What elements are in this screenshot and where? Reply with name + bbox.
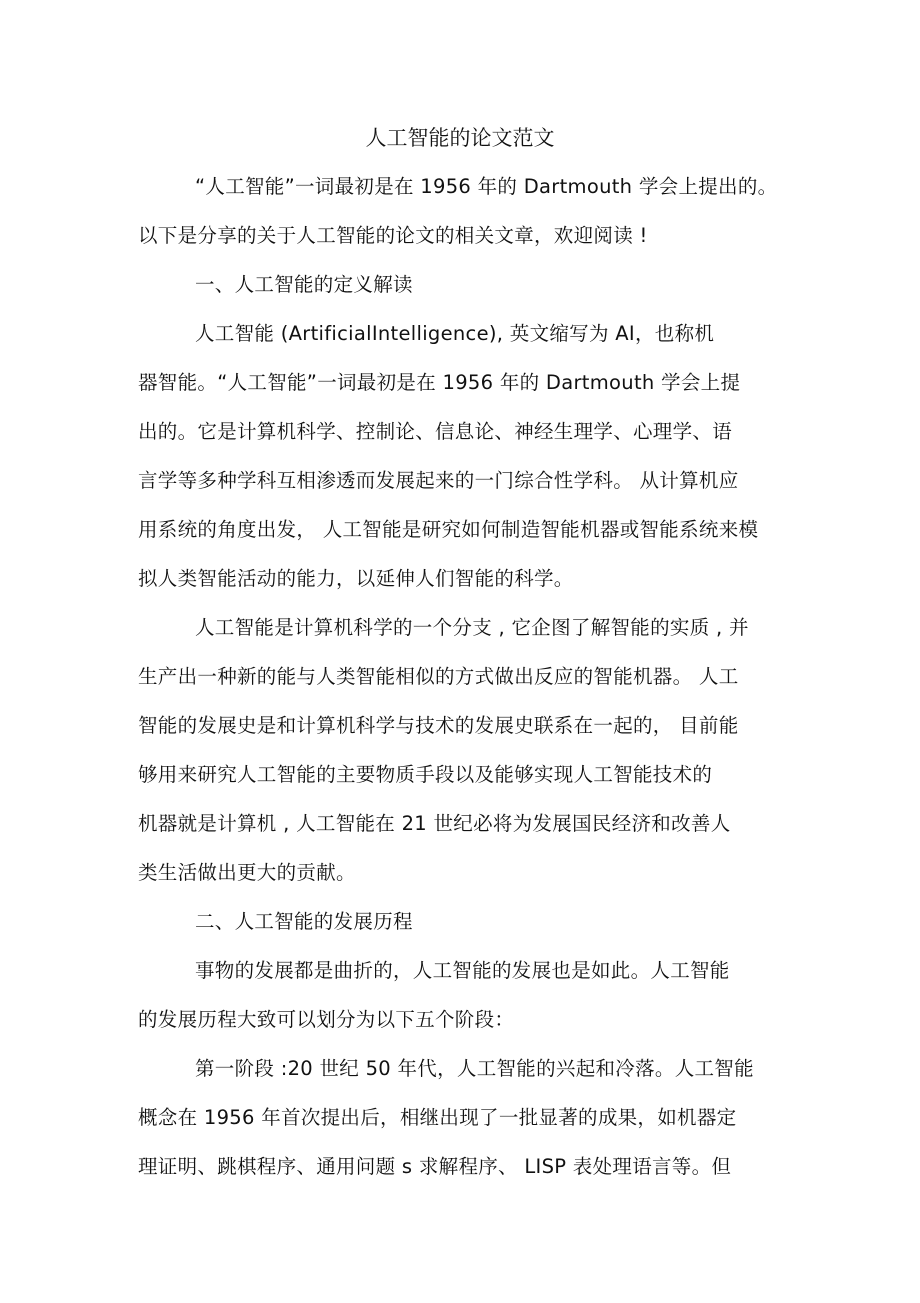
paragraph-line: 拟人类智能活动的能力，以延伸人们智能的科学。 [138,567,574,590]
paragraph-line: 人工智能 (ArtificialIntelligence), 英文缩写为 AI，也称机 [195,322,715,345]
paragraph-line: 事物的发展都是曲折的，人工智能的发展也是如此。人工智能 [195,959,730,982]
paragraph-line: 够用来研究人工智能的主要物质手段以及能够实现人工智能技术的 [138,763,713,786]
document-title: 人工智能的论文范文 [365,126,555,150]
paragraph-line: 智能的发展史是和计算机科学与技术的发展史联系在一起的， 目前能 [138,714,739,737]
section-heading: 一、人工智能的定义解读 [195,273,413,296]
section-heading: 二、人工智能的发展历程 [195,910,413,933]
paragraph-line: 生产出一种新的能与人类智能相似的方式做出反应的智能机器。 人工 [138,665,739,688]
paragraph-line: 理证明、跳棋程序、通用问题 s 求解程序、 LISP 表处理语言等。但 [138,1155,732,1178]
paragraph-line: 器智能。“人工智能”一词最初是在 1956 年的 Dartmouth 学会上提 [138,371,741,394]
paragraph-line: 第一阶段 :20 世纪 50 年代，人工智能的兴起和冷落。人工智能 [195,1057,754,1080]
paragraph-line: 用系统的角度出发， 人工智能是研究如何制造智能机器或智能系统来模 [138,518,759,541]
paragraph-line: “人工智能”一词最初是在 1956 年的 Dartmouth 学会上提出的。 [195,175,778,198]
paragraph-line: 人工智能是计算机科学的一个分支 , 它企图了解智能的实质 , 并 [195,616,749,639]
paragraph-line: 机器就是计算机 , 人工智能在 21 世纪必将为发展国民经济和改善人 [138,812,731,835]
paragraph-line: 类生活做出更大的贡献。 [138,861,356,884]
paragraph-line: 的发展历程大致可以划分为以下五个阶段： [138,1008,515,1031]
paragraph-line: 出的。它是计算机科学、控制论、信息论、神经生理学、心理学、语 [138,420,733,443]
paragraph-line: 概念在 1956 年首次提出后，相继出现了一批显著的成果，如机器定 [138,1106,737,1129]
paragraph-line: 以下是分享的关于人工智能的论文的相关文章，欢迎阅读 ! [138,224,648,247]
paragraph-line: 言学等多种学科互相渗透而发展起来的一门综合性学科。 从计算机应 [138,469,739,492]
